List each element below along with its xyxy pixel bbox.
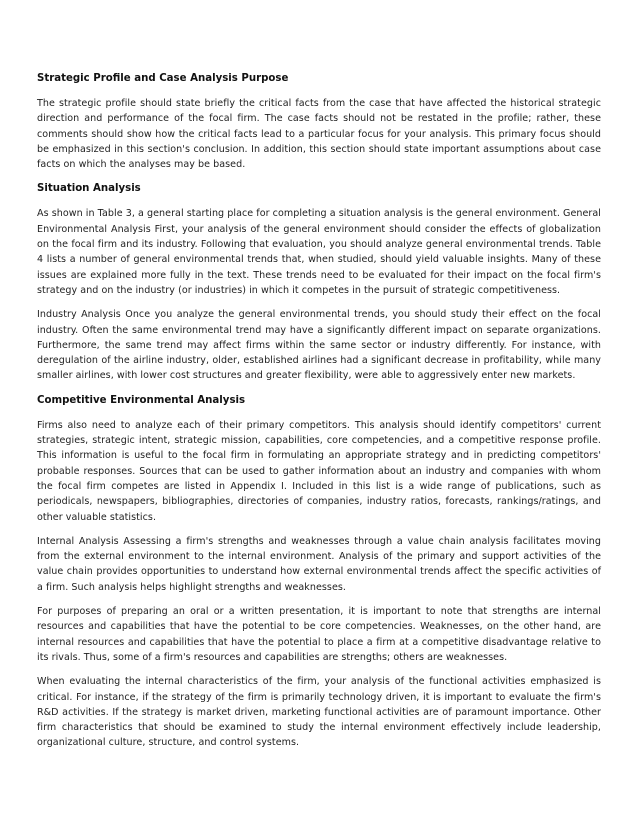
paragraph-functional-activities: When evaluating the internal characteristics of the firm, your analysis of the functional activities emphasized is critical. For instance, if the strategy of the firm is primarily technology driven, it is important to evaluate the firm's R&D activities. If the strategy is market driven, marketing functional activities are of paramount importance. Other firm characteristics that should be examined to study the internal environment effectively include leadership, organizational culture, structure, and control systems. (37, 676, 601, 749)
paragraph-internal-analysis: Internal Analysis Assessing a firm's strengths and weaknesses through a value chain analysis facilitates moving from the external environment to the internal environment. Analysis of the primary and support activities of the value chain provides opportunities to understand how external environmental trends affect the specific activities of a firm. Such analysis helps highlight strengths and weaknesses. (37, 535, 601, 593)
section-heading-competitive-environmental-analysis: Competitive Environmental Analysis (37, 394, 246, 406)
paragraph-strengths-weaknesses: For purposes of preparing an oral or a written presentation, it is important to note that strengths are internal resources and capabilities that have the potential to be core competencies. Weaknesses, on the other hand, are internal resources and capabilities that have the potential to place a firm at a competitive disadvantage relative to its rivals. Thus, some of a firm's resources and capabilities are strengths; others are weaknesses. (37, 606, 601, 663)
paragraph-industry-analysis: Industry Analysis Once you analyze the general environmental trends, you should study their effect on the focal industry. Often the same environmental trend may have a significantly different impact on separate organizations. Furthermore, the same trend may affect firms within the same sector or industry differently. For instance, with deregulation of the airline industry, older, established airlines had a significant decrease in profitability, while many smaller airlines, with lower cost structures and greater flexibility, were able to aggressively enter new markets. (37, 309, 601, 382)
paragraph-general-environment: As shown in Table 3, a general starting place for completing a situation analysis is the general environment. General Environmental Analysis First, your analysis of the general environment should consider the effects of globalization on the focal firm and its industry. Following that evaluation, you should analyze general environmental trends. Table 4 lists a number of general environmental trends that, when studied, should yield valuable insights. Many of these issues are explained more fully in the text. These trends need to be evaluated for their impact on the focal firm's strategy and on the industry (or industries) in which it competes in the pursuit of strategic competitiveness. (37, 208, 601, 296)
paragraph-competitors: Firms also need to analyze each of their primary competitors. This analysis should identify competitors' current strategies, strategic intent, strategic mission, capabilities, core competencies, and a competitive response profile. This information is useful to the focal firm in formulating an appropriate strategy and in predicting competitors' probable responses. Sources that can be used to gather information about an industry and companies with whom the focal firm competes are listed in Appendix I. Included in this list is a wide range of publications, such as periodicals, newspapers, bibliographies, directories of companies, industry ratios, forecasts, rankings/ratings, and other valuable statistics. (37, 419, 601, 523)
paragraph-strategic-profile: The strategic profile should state briefly the critical facts from the case that have affected the historical strategic direction and performance of the focal firm. The case facts should not be restated in the profile; rather, these comments should show how the critical facts lead to a particular focus for your analysis. This primary focus should be emphasized in this section's conclusion. In addition, this section should state important assumptions about case facts on which the analyses may be based. (37, 98, 601, 171)
section-heading-situation-analysis: Situation Analysis (37, 183, 141, 195)
section-heading-strategic-profile: Strategic Profile and Case Analysis Purpose (37, 73, 289, 84)
